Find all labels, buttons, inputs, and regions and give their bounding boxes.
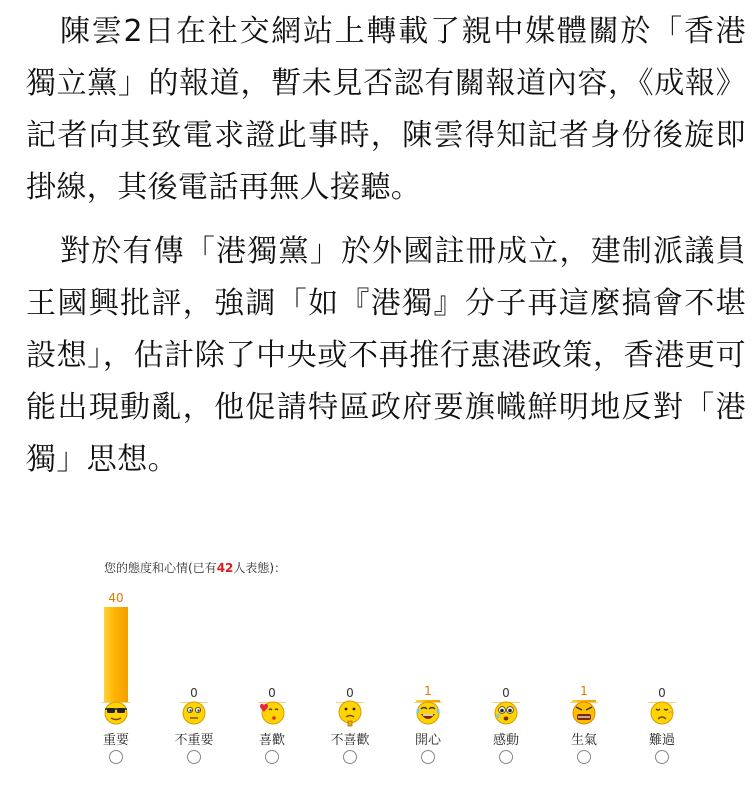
bar-area: [164, 573, 224, 703]
poll-option: [164, 573, 224, 783]
poll-option-label: 喜歡: [258, 733, 285, 748]
poll-radio-button[interactable]: [265, 750, 279, 764]
poll-option-label: 不重要: [174, 733, 214, 748]
sad-face-icon: [647, 697, 677, 727]
poll-option-label: 不喜歡: [330, 733, 370, 748]
poll-radio-button[interactable]: [655, 750, 669, 764]
poll-option: [86, 573, 146, 783]
poll-total-count: 42: [216, 561, 234, 575]
poll-radio-button[interactable]: [421, 750, 435, 764]
article-body: [26, 6, 746, 486]
angry-face-icon: [569, 697, 599, 727]
poll-bar-value: 0: [502, 686, 510, 700]
poll-option: [398, 573, 458, 783]
poll-option: [242, 573, 302, 783]
poll-option: [476, 573, 536, 783]
poll-option-label: 難過: [648, 733, 675, 748]
poll-option: [320, 573, 380, 783]
bar-area: [476, 573, 536, 703]
poll-radio-button[interactable]: [187, 750, 201, 764]
poll-bar-value: 40: [108, 591, 124, 605]
poll-option-label: 重要: [102, 733, 129, 748]
thumbs-down-face-icon: [335, 697, 365, 727]
poll-header-suffix: 人表態)：: [233, 561, 287, 575]
poll-bar-value: 1: [424, 684, 432, 698]
bar-area: [242, 573, 302, 703]
bar-area: [632, 573, 692, 703]
indifferent-face-icon: [179, 697, 209, 727]
poll-bar-value: 0: [190, 686, 198, 700]
bar-area: [554, 573, 614, 703]
poll-bar-value: 1: [580, 684, 588, 698]
poll-option-label: 開心: [414, 733, 441, 748]
reaction-poll: [0, 555, 753, 800]
poll-bar-value: 0: [658, 686, 666, 700]
poll-header-prefix: 您的態度和心情(已有: [104, 561, 217, 575]
bar-area: [320, 573, 380, 703]
poll-radio-button[interactable]: [577, 750, 591, 764]
poll-option-label: 感動: [492, 733, 519, 748]
poll-radio-button[interactable]: [109, 750, 123, 764]
article-paragraph: 陳雲2日在社交網站上轉載了親中媒體關於「香港獨立黨」的報道，暫未見否認有關報道內容，《成報》記者向其致電求證此事時，陳雲得知記者身份後旋即掛線，其後電話再無人接聽。: [26, 14, 746, 205]
poll-radio-button[interactable]: [499, 750, 513, 764]
bar-area: [398, 573, 458, 703]
poll-bar: [104, 607, 128, 702]
poll-radio-button[interactable]: [343, 750, 357, 764]
bar-area: [86, 573, 146, 703]
teary-eyed-face-icon: [491, 697, 521, 727]
poll-bar-value: 0: [346, 686, 354, 700]
laughing-face-icon: [413, 697, 443, 727]
poll-bar-value: 0: [268, 686, 276, 700]
article-paragraph: 對於有傳「港獨黨」於外國註冊成立，建制派議員王國興批評，強調「如『港獨』分子再這麼搞會不堪設想」，估計除了中央或不再推行惠港政策，香港更可能出現動亂，他促請特區政府要旗幟鮮明地反對「港獨」思想。: [26, 234, 746, 477]
heart-kiss-face-icon: [257, 697, 287, 727]
poll-option: [632, 573, 692, 783]
cool-sunglasses-face-icon: [101, 697, 131, 727]
poll-option: [554, 573, 614, 783]
poll-option-label: 生氣: [570, 733, 597, 748]
